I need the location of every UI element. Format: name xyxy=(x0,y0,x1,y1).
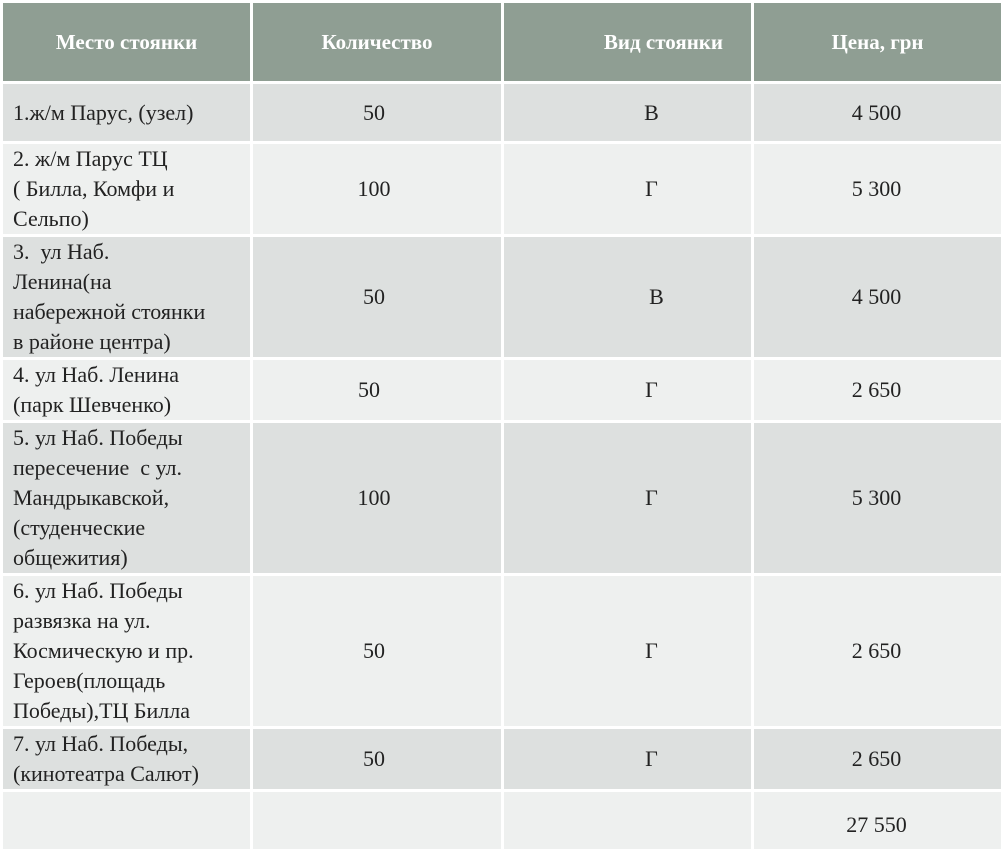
table-row xyxy=(2,359,1001,422)
place-cell xyxy=(2,83,252,143)
place-cell xyxy=(2,143,252,236)
price-cell: 5 300 xyxy=(753,143,1001,236)
total-price-cell: 27 550 xyxy=(753,791,1001,851)
empty-cell xyxy=(503,791,753,851)
place-line: в районе центра) xyxy=(13,327,250,357)
quantity-cell: 50 xyxy=(252,359,503,422)
type-cell: Г xyxy=(503,728,753,791)
place-line: 4. ул Наб. Ленина xyxy=(13,360,250,390)
header-price: Цена, грн xyxy=(753,2,1001,83)
place-line: набережной стоянки xyxy=(13,297,250,327)
place-line: (парк Шевченко) xyxy=(13,390,250,420)
place-cell xyxy=(2,359,252,422)
table-row xyxy=(2,83,1001,143)
header-quantity: Количество xyxy=(252,2,503,83)
place-line: 6. ул Наб. Победы xyxy=(13,576,250,606)
place-line: (кинотеатра Салют) xyxy=(13,759,250,789)
type-cell: В xyxy=(503,83,753,143)
header-place: Место стоянки xyxy=(2,2,252,83)
price-cell: 4 500 xyxy=(753,83,1001,143)
place-cell xyxy=(2,728,252,791)
quantity-cell: 100 xyxy=(252,143,503,236)
place-line: Героев(площадь xyxy=(13,666,250,696)
place-line: 3. ул Наб. xyxy=(13,237,250,267)
type-cell: Г xyxy=(503,359,753,422)
empty-cell xyxy=(2,791,252,851)
type-cell: Г xyxy=(503,422,753,575)
price-cell: 2 650 xyxy=(753,728,1001,791)
price-cell: 4 500 xyxy=(753,236,1001,359)
type-cell: В xyxy=(503,236,753,359)
place-line: (студенческие xyxy=(13,513,250,543)
empty-cell xyxy=(252,791,503,851)
place-line: развязка на ул. xyxy=(13,606,250,636)
place-line: Мандрыкавской, xyxy=(13,483,250,513)
price-cell: 2 650 xyxy=(753,575,1001,728)
type-cell: Г xyxy=(503,143,753,236)
place-cell xyxy=(2,422,252,575)
place-line: 7. ул Наб. Победы, xyxy=(13,729,250,759)
header-type: Вид стоянки xyxy=(503,2,753,83)
place-line: 5. ул Наб. Победы xyxy=(13,423,250,453)
place-line: Ленина(на xyxy=(13,267,250,297)
table-row xyxy=(2,143,1001,236)
quantity-cell: 50 xyxy=(252,575,503,728)
place-line: Сельпо) xyxy=(13,204,250,234)
place-line: 1.ж/м Парус, (узел) xyxy=(13,98,250,128)
place-line: Космическую и пр. xyxy=(13,636,250,666)
table-header-row xyxy=(2,2,1001,83)
table-row xyxy=(2,728,1001,791)
quantity-cell: 50 xyxy=(252,83,503,143)
table-row xyxy=(2,575,1001,728)
quantity-cell: 50 xyxy=(252,728,503,791)
table-row xyxy=(2,236,1001,359)
place-cell xyxy=(2,575,252,728)
table-row xyxy=(2,422,1001,575)
quantity-cell: 50 xyxy=(252,236,503,359)
quantity-cell: 100 xyxy=(252,422,503,575)
total-row xyxy=(2,791,1001,851)
type-cell: Г xyxy=(503,575,753,728)
place-line: общежития) xyxy=(13,543,250,573)
price-cell: 5 300 xyxy=(753,422,1001,575)
place-line: ( Билла, Комфи и xyxy=(13,174,250,204)
price-cell: 2 650 xyxy=(753,359,1001,422)
place-line: пересечение с ул. xyxy=(13,453,250,483)
place-cell xyxy=(2,236,252,359)
place-line: 2. ж/м Парус ТЦ xyxy=(13,144,250,174)
place-line: Победы),ТЦ Билла xyxy=(13,696,250,726)
